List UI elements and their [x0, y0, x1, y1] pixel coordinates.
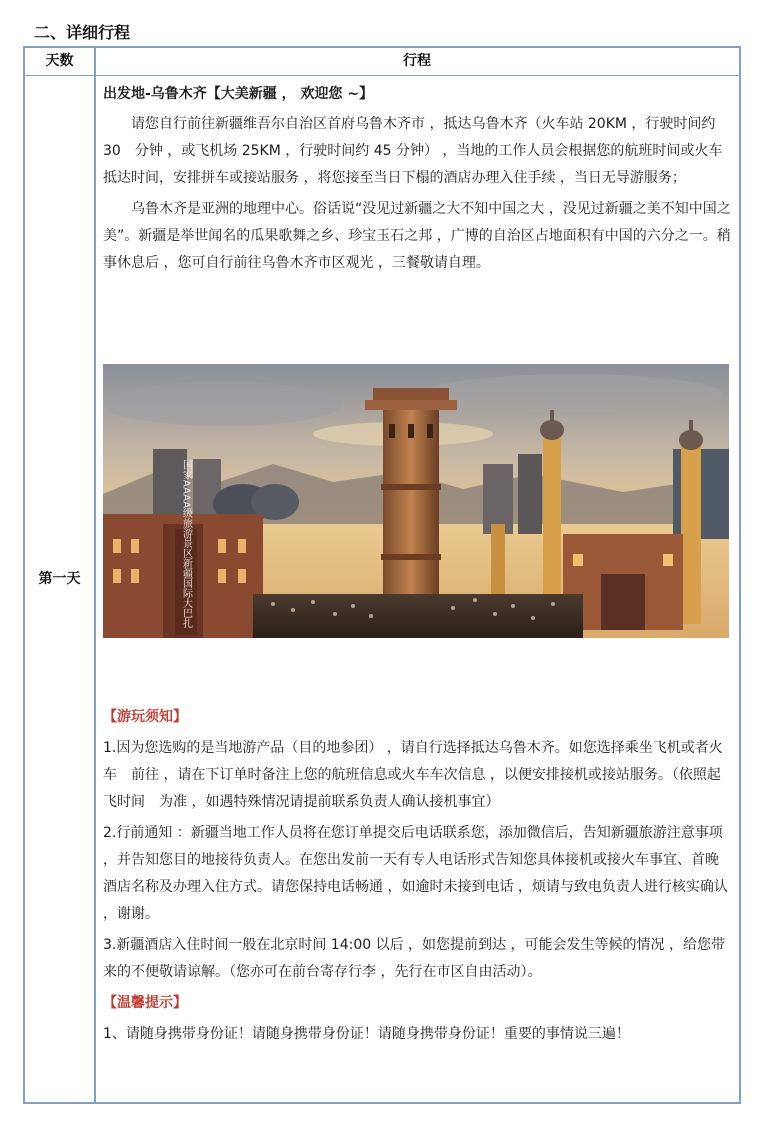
tips-heading: 【温馨提示】 [103, 995, 187, 1011]
itinerary-table [23, 46, 741, 1104]
notice-item-2: 2.行前通知 ：新疆当地工作人员将在您订单提交后电话联系您，添加微信后，告知新疆旅游注意事项 ，并告知您目的地接待负责人。在您出发前一天有专人电话形式告知您具体接机或接火车事宜、首晚酒店名称及办理入住方式。请您保持电话畅通 ，如逾时未接到电话 ，烦请与致电负责人进行核实确认 ，谢谢。 [103, 825, 728, 922]
day-label: 第一天 [38, 571, 81, 587]
notice-item-3: 3.新疆酒店入住时间一般在北京时间 14:00 以后 ，如您提前到达 ，可能会发生等候的情况 ，给您带来的不便敬请谅解。（您亦可在前台寄存行李 ，先行在市区自由活动）。 [103, 937, 725, 980]
notice-heading: 【游玩须知】 [103, 709, 187, 725]
table-header-row [25, 48, 739, 76]
section-title: 二、详细行程 [34, 23, 131, 42]
grand-bazaar-photo [103, 364, 729, 638]
tip-item-1: 1、请随身携带身份证！请随身携带身份证！请随身携带身份证！重要的事情说三遍！ [103, 1026, 630, 1042]
day-content [103, 81, 731, 277]
header-itinerary: 行程 [403, 53, 431, 69]
notice-section [103, 704, 731, 1048]
day-heading: 出发地-乌鲁木齐【大美新疆 ， 欢迎您 ~】 [103, 86, 374, 102]
bazaar-sign-text: 国家AAAA级旅游景区新疆国际大巴扎 [180, 459, 192, 629]
urumqi-paragraph: 乌鲁木齐是亚洲的地理中心。俗话说“没见过新疆之大不知中国之大 ，没见过新疆之美不知中国之美”。新疆是举世闻名的瓜果歌舞之乡、珍宝玉石之邦 ，广博的自治区占地面积有中国的六分之一。稍事休息后 ，您可自行前往乌鲁木齐市区观光 ，三餐敬请自理。 [103, 201, 731, 271]
notice-item-1: 1.因为您选购的是当地游产品（目的地参团） ，请自行选择抵达乌鲁木齐。如您选择乘坐飞机或者火车 前往 ，请在下订单时备注上您的航班信息或火车车次信息 ，以便安排接机或接站服务。（依照起飞时间 为准 ，如遇特殊情况请提前联系负责人确认接机事宜） [103, 740, 723, 810]
intro-paragraph: 请您自行前往新疆维吾尔自治区首府乌鲁木齐市 ，抵达乌鲁木齐（火车站 20KM ，行驶时间约 30 分钟 ，或飞机场 25KM ，行驶时间约 45 分钟） ，当地的工作人员会根据您的航班时间或火车抵达时间，安排拼车或接站服务 ，将您接至当日下榻的酒店办理入住手续 ，当日无导游服务； [103, 116, 723, 186]
header-day: 天数 [45, 53, 74, 69]
column-divider [94, 48, 96, 1102]
